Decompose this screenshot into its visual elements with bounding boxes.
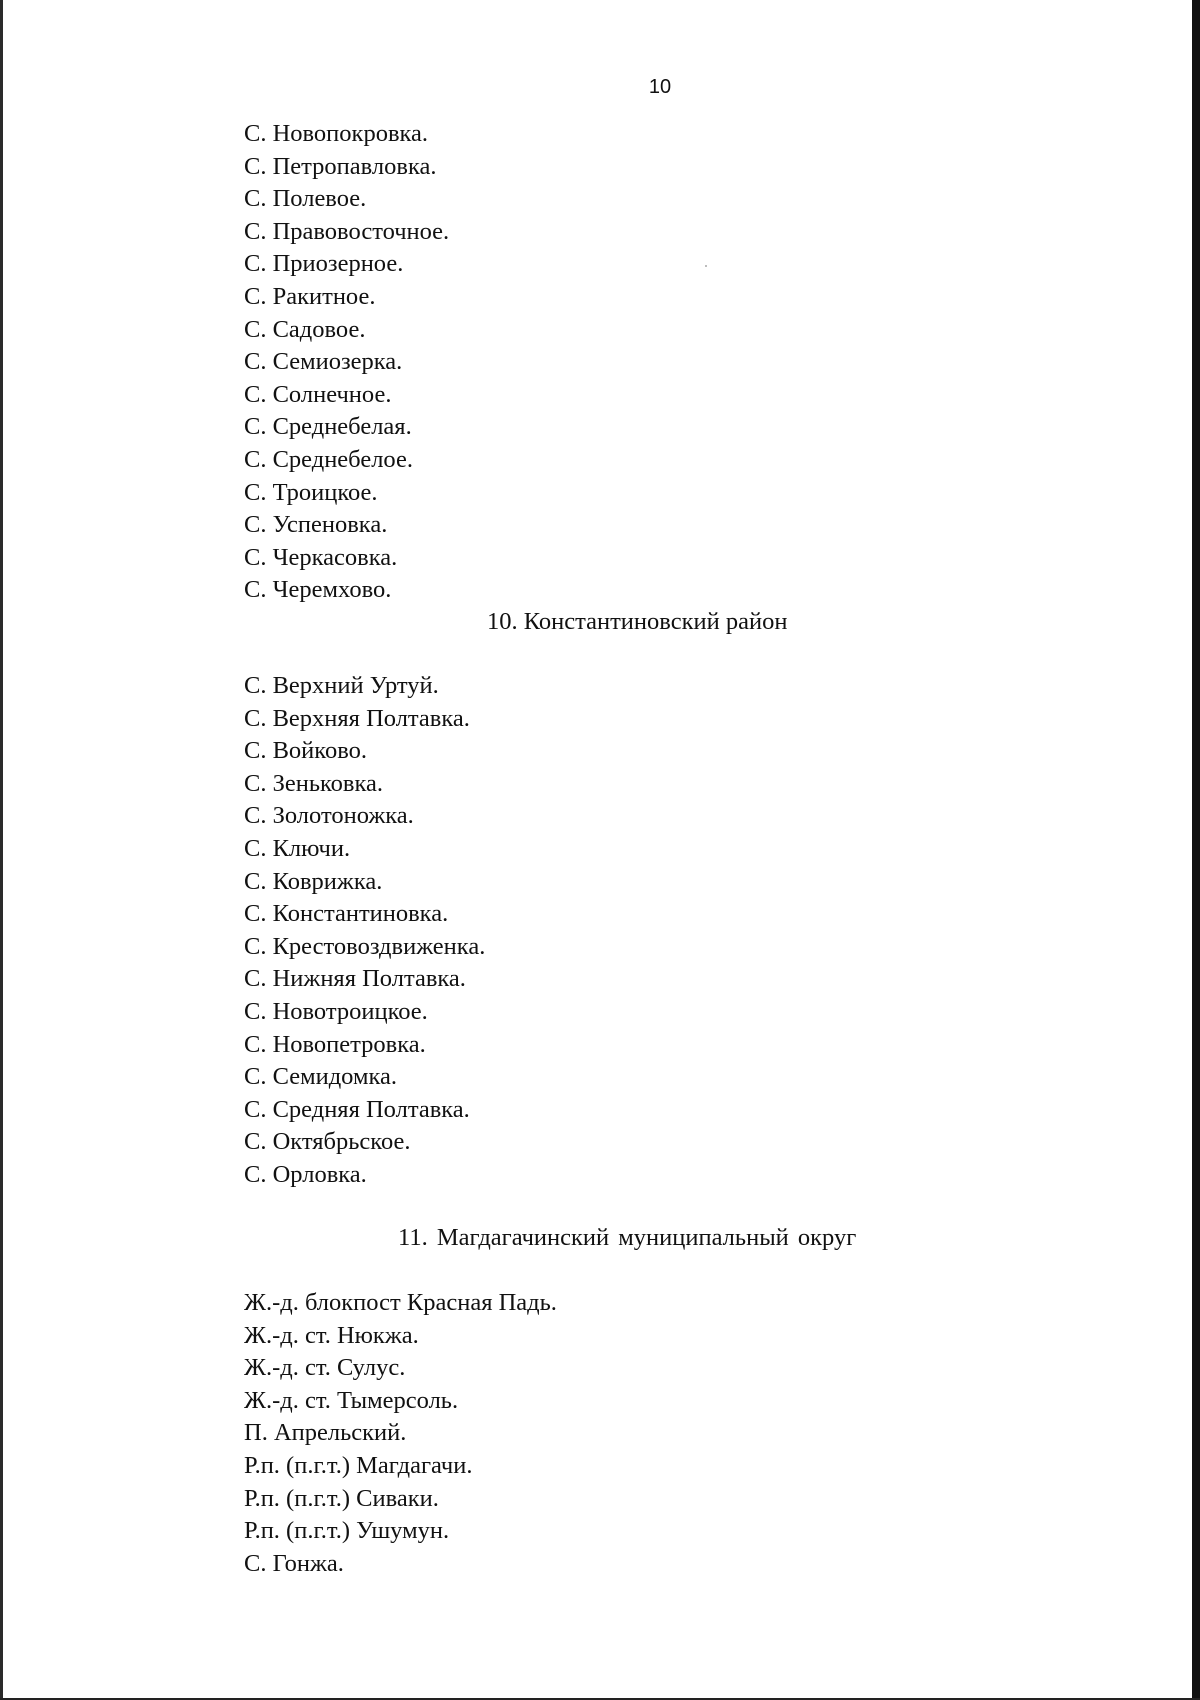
list-item: С. Новопетровка. (244, 1030, 426, 1058)
list-item: Р.п. (п.г.т.) Сиваки. (244, 1484, 439, 1512)
list-item: С. Орловка. (244, 1160, 367, 1188)
list-item: С. Семидомка. (244, 1063, 398, 1091)
list-item: С. Садовое. (244, 315, 366, 343)
list-item: С. Ключи. (244, 834, 351, 862)
list-item: П. Апрельский. (244, 1419, 407, 1447)
list-item: С. Коврижка. (244, 867, 383, 895)
list-item: С. Нижняя Полтавка. (244, 965, 466, 993)
list-item: Ж.-д. ст. Тымерсоль. (244, 1386, 459, 1414)
list-item: С. Золотоножка. (244, 802, 414, 830)
list-item: Ж.-д. блокпост Красная Падь. (244, 1289, 557, 1316)
list-item: С. Троицкое. (244, 478, 378, 506)
list-item: С. Среднебелая. (244, 413, 412, 441)
list-item: С. Семиозерка. (244, 348, 403, 376)
list-item: С. Полевое. (244, 185, 367, 213)
list-item: С. Среднебелое. (244, 445, 413, 473)
list-item: С. Черемхово. (244, 576, 392, 604)
list-item: С. Октябрьское. (244, 1128, 411, 1156)
list-item: С. Верхняя Полтавка. (244, 704, 470, 732)
list-item: С. Новотроицкое. (244, 997, 428, 1025)
list-item: С. Новопокровка. (244, 120, 429, 147)
list-item: С. Верхний Уртуй. (244, 672, 439, 699)
page-number: 10 (648, 76, 672, 98)
list-item: С. Гонжа. (244, 1549, 344, 1577)
settlement-list-section-10 (244, 670, 485, 1192)
list-item: С. Зеньковка. (244, 769, 384, 797)
list-item: С. Черкасовка. (244, 543, 398, 571)
list-item: С. Успеновка. (244, 511, 388, 539)
list-item: С. Средняя Полтавка. (244, 1095, 470, 1123)
list-item: С. Правовосточное. (244, 217, 450, 245)
list-item: С. Крестовоздвиженка. (244, 932, 486, 960)
settlement-list-section-11 (244, 1287, 557, 1580)
scan-left-edge (0, 0, 3, 1700)
list-item: С. Ракитное. (244, 282, 376, 310)
list-item: Р.п. (п.г.т.) Ушумун. (244, 1517, 450, 1545)
section-heading-magdagachinsky: 11. Магдагачинский муниципальный округ (398, 1224, 857, 1251)
list-item: С. Войково. (244, 737, 367, 765)
list-item: С. Приозерное. (244, 250, 404, 278)
list-item: С. Константиновка. (244, 900, 449, 928)
settlement-list-section-9 (244, 118, 449, 607)
list-item: С. Петропавловка. (244, 152, 437, 180)
list-item: Ж.-д. ст. Нюкжа. (244, 1321, 419, 1349)
section-heading-konstantinovsky: 10. Константиновский район (487, 608, 788, 635)
list-item: С. Солнечное. (244, 380, 392, 408)
list-item: Ж.-д. ст. Сулус. (244, 1354, 406, 1382)
scan-speck (705, 265, 707, 267)
scan-right-edge (1192, 0, 1200, 1700)
list-item: Р.п. (п.г.т.) Магдагачи. (244, 1451, 473, 1479)
